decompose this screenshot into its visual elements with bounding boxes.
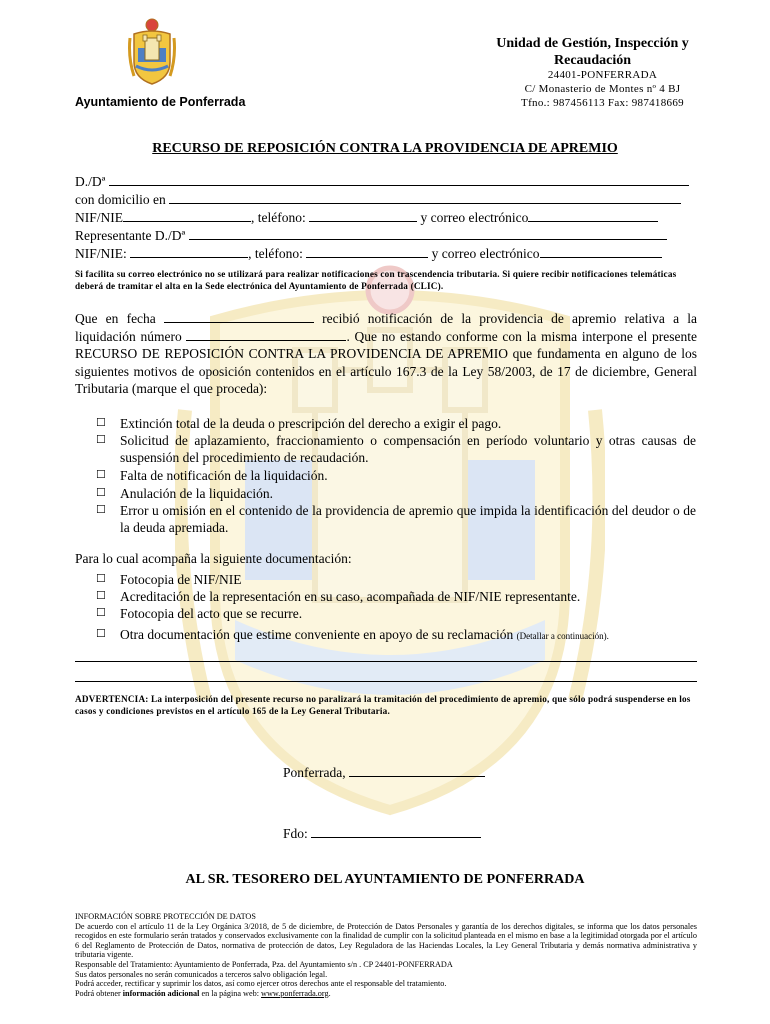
unit-address — [490, 68, 715, 110]
body-text-2: . Que no estando conforme con la misma interpone el presente RECURSO DE REPOSICIÓN CONTRA LA PROVIDENCIA DE APREMIO que fundamenta en alguno de los siguientes motivos de oposición contenidos en el artículo 167.3 de la Ley 58/2003, de 17 de diciembre, General Tributaria (marque el que proceda): — [75, 328, 698, 396]
privacy-more-a: Podrá obtener — [75, 988, 121, 998]
domicile-row — [75, 191, 681, 208]
representative-phone-field[interactable] — [306, 245, 428, 258]
checkbox-icon[interactable]: ☐ — [96, 628, 106, 640]
privacy-more-b: en la página web: — [201, 988, 259, 998]
checkbox-icon[interactable]: ☐ — [96, 573, 106, 585]
checkbox-icon[interactable]: ☐ — [96, 590, 106, 602]
checkbox-icon[interactable]: ☐ — [96, 487, 106, 499]
body-text-1: recibió notificación de la providencia de apremio relativa a — [322, 311, 680, 326]
document-item[interactable] — [96, 588, 696, 605]
notification-date-field[interactable] — [164, 310, 314, 323]
motive-label: Anulación de la liquidación. — [120, 486, 273, 501]
checkbox-icon[interactable]: ☐ — [96, 504, 106, 516]
detail-line[interactable] — [75, 681, 697, 682]
privacy-end: . — [328, 988, 331, 998]
phone-field[interactable] — [309, 209, 417, 222]
date-field[interactable] — [349, 764, 485, 777]
nif-row — [75, 209, 658, 226]
motive-label: Falta de notificación de la liquidación. — [120, 468, 328, 483]
checkbox-icon[interactable]: ☐ — [96, 434, 106, 446]
motive-item[interactable] — [96, 502, 696, 536]
phone-fax: Tfno.: 987456113 Fax: 987418669 — [521, 97, 684, 109]
documents-intro: Para lo cual acompaña la siguiente documentación: — [75, 551, 352, 566]
addressee: AL SR. TESORERO DEL AYUNTAMIENTO DE PONFERRADA — [185, 872, 585, 887]
privacy-more-info — [75, 989, 697, 999]
checkbox-icon[interactable]: ☐ — [96, 607, 106, 619]
representative-nif-label: NIF/NIE: — [75, 246, 127, 261]
place-label: Ponferrada, — [283, 765, 346, 780]
representative-nif-row — [75, 245, 662, 262]
privacy-more-bold: información adicional — [122, 988, 200, 998]
privacy-no-transfer: Sus datos personales no serán comunicados a terceros salvo obligación legal. — [75, 969, 328, 979]
motive-item[interactable] — [96, 467, 696, 484]
unit-name — [470, 35, 715, 69]
ponferrada-coat-of-arms-logo — [128, 18, 176, 88]
representative-row — [75, 227, 667, 244]
street-address: C/ Monasterio de Montes nº 4 BJ — [524, 83, 681, 95]
privacy-rights: Podrá acceder, rectificar y suprimir los datos, así como ejercer otros derechos ante el responsable del tratamiento. — [75, 979, 447, 989]
representative-email-field[interactable] — [540, 245, 662, 258]
detail-hint: (Detallar a continuación). — [516, 631, 609, 641]
document-label-wrap — [120, 626, 696, 645]
representative-phone-label: , teléfono: — [248, 246, 303, 261]
place-date-row — [283, 764, 485, 781]
document-label: Fotocopia del acto que se recurre. — [120, 606, 303, 621]
document-title: RECURSO DE REPOSICIÓN CONTRA LA PROVIDENCIA DE APREMIO — [152, 141, 618, 156]
representative-field[interactable] — [189, 227, 667, 240]
document-item[interactable] — [96, 571, 696, 588]
phone-label: , teléfono: — [251, 210, 306, 225]
checkbox-icon[interactable]: ☐ — [96, 469, 106, 481]
municipality-name: Ayuntamiento de Ponferrada — [75, 95, 246, 109]
motive-item[interactable] — [96, 432, 696, 466]
motive-label: Error u omisión en el contenido de la providencia de apremio que impida la identificación del deudor o de la deuda apremiada. — [120, 503, 696, 535]
privacy-notice — [75, 912, 697, 998]
representative-label: Representante D./Dª — [75, 228, 186, 243]
signature-row — [283, 825, 481, 842]
warning-text: ADVERTENCIA: La interposición del presente recurso no paralizará la tramitación del procedimiento de apremio, que sólo podrá suspenderse en los casos y condiciones previstos en el artículo 165 de la Ley General Tributaria. — [75, 694, 691, 716]
representative-nif-field[interactable] — [130, 245, 248, 258]
email-field[interactable] — [528, 209, 658, 222]
unit-name-line2: Recaudación — [554, 53, 631, 68]
motive-label: Extinción total de la deuda o prescripción del derecho a exigir el pago. — [120, 416, 502, 431]
motive-item[interactable] — [96, 415, 696, 432]
unit-name-line1: Unidad de Gestión, Inspección y — [496, 36, 689, 51]
email-label: y correo electrónico — [420, 210, 529, 225]
nif-label: NIF/NIE — [75, 210, 123, 225]
body-paragraph — [75, 310, 697, 398]
representative-email-label: y correo electrónico — [431, 246, 540, 261]
motive-label: Solicitud de aplazamiento, fraccionamiento o compensación en período voluntario y otras causas de suspensión del procedimiento de recaudación. — [120, 433, 696, 465]
document-label: Fotocopia de NIF/NIE — [120, 572, 242, 587]
domicile-label: con domicilio en — [75, 192, 166, 207]
domicile-field[interactable] — [169, 191, 681, 204]
email-notice: Si facilita su correo electrónico no se utilizará para realizar notificaciones con trascendencia tributaria. Si quiere recibir notificaciones telemáticas deberá de tramitar el alta en la Sede electrónica del Ayuntamiento de Ponferrada (CLIC). — [75, 269, 677, 291]
website-link[interactable]: www.ponferrada.org — [261, 988, 329, 998]
motive-item[interactable] — [96, 485, 696, 502]
signature-field[interactable] — [311, 825, 481, 838]
name-row — [75, 173, 689, 190]
document-item[interactable] — [96, 626, 696, 645]
detail-line[interactable] — [75, 661, 697, 662]
date-label: Que en fecha — [75, 311, 156, 326]
name-label: D./Dª — [75, 174, 106, 189]
document-label: Otra documentación que estime conveniente en apoyo de su reclamación — [120, 627, 514, 642]
document-label: Acreditación de la representación en su caso, acompañada de NIF/NIE representante. — [120, 589, 581, 604]
privacy-responsible: Responsable del Tratamiento: Ayuntamiento de Ponferrada, Pza. del Ayuntamiento s/n . CP 24401-PONFERRADA — [75, 959, 453, 969]
name-field[interactable] — [109, 173, 689, 186]
document-item[interactable] — [96, 605, 696, 622]
liquidation-label: la liquidación número — [75, 311, 698, 344]
checkbox-icon[interactable]: ☐ — [96, 417, 106, 429]
privacy-text: De acuerdo con el artículo 11 de la Ley Orgánica 3/2018, de 5 de diciembre, de Protección de Datos Personales y garantía de los derechos digitales, se informa que los datos personales recogidos en este formulario serán tratados y conservados exclusivamente con la finalidad de cumplir con la solicitud planteada en el mismo en base a la legitimidad otorgada por el artículo 6 del Reglamento de Protección de Datos, normativa de protección de datos, Ley Reguladora de las Haciendas Locales, la Ley General Tributaria y demás normativa administrativa y tributaria vigente. — [75, 921, 697, 960]
liquidation-number-field[interactable] — [186, 328, 346, 341]
postal-code: 24401-PONFERRADA — [547, 69, 658, 81]
signature-label: Fdo: — [283, 826, 308, 841]
privacy-heading: INFORMACIÓN SOBRE PROTECCIÓN DE DATOS — [75, 912, 256, 921]
nif-field[interactable] — [123, 209, 251, 222]
